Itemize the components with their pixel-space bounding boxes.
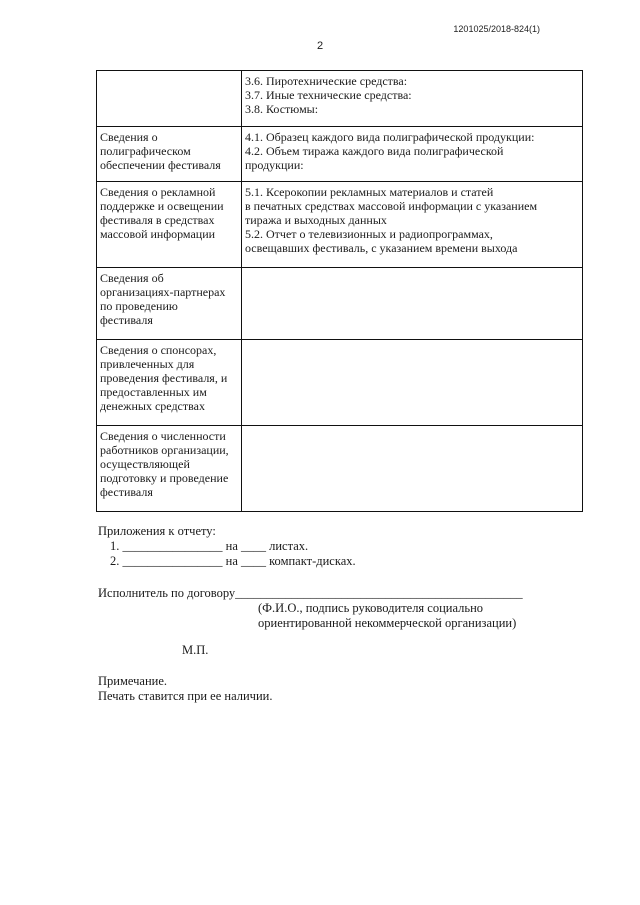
label-line: привлеченных для — [100, 357, 195, 371]
stamp-place: М.П. — [182, 643, 209, 657]
content-line: 4.1. Образец каждого вида полиграфической продукции: — [245, 130, 535, 144]
content-line: 3.8. Костюмы: — [245, 102, 319, 116]
table-row — [97, 268, 583, 340]
table-row — [97, 182, 583, 268]
content-line: 4.2. Объем тиража каждого вида полиграфической — [245, 144, 504, 158]
label-line: Сведения о спонсорах, — [100, 343, 217, 357]
executor-section — [98, 586, 523, 631]
row-label-cell — [97, 268, 242, 340]
appendix-section — [98, 524, 356, 569]
row-content-cell — [242, 426, 583, 512]
content-line: 3.7. Иные технические средства: — [245, 88, 412, 102]
label-line: предоставленных им — [100, 385, 207, 399]
row-content-cell — [242, 71, 583, 127]
content-line: 5.1. Ксерокопии рекламных материалов и статей — [245, 185, 494, 199]
row-label-cell — [97, 127, 242, 182]
signature-caption: (Ф.И.О., подпись руководителя социально — [258, 601, 484, 615]
label-line: проведения фестиваля, и — [100, 371, 228, 385]
label-line: подготовку и проведение — [100, 471, 229, 485]
content-line: продукции: — [245, 158, 304, 172]
document-number: 1201025/2018-824(1) — [453, 24, 540, 34]
content-line: 5.2. Отчет о телевизионных и радиопрограммах, — [245, 227, 493, 241]
note-section — [98, 674, 272, 704]
row-content-cell — [242, 127, 583, 182]
content-line: в печатных средствах массовой информации с указанием — [245, 199, 538, 213]
row-label-cell — [97, 71, 242, 127]
label-line: по проведению — [100, 299, 178, 313]
label-line: осуществляющей — [100, 457, 190, 471]
table-row — [97, 71, 583, 127]
row-label-cell — [97, 340, 242, 426]
label-line: массовой информации — [100, 227, 216, 241]
executor-line: Исполнитель по договору______________________________________________ — [98, 586, 523, 600]
report-table — [96, 70, 583, 512]
appendix-item: 1. ________________ на ____ листах. — [110, 539, 309, 553]
label-line: организациях-партнерах — [100, 285, 226, 299]
label-line: обеспечении фестиваля — [100, 158, 221, 172]
label-line: работников организации, — [100, 443, 229, 457]
label-line: Сведения о численности — [100, 429, 226, 443]
content-line: 3.6. Пиротехнические средства: — [245, 74, 408, 88]
row-content-cell — [242, 340, 583, 426]
table-row — [97, 426, 583, 512]
label-line: поддержке и освещении — [100, 199, 224, 213]
table-row — [97, 127, 583, 182]
appendix-item: 2. ________________ на ____ компакт-дисках. — [110, 554, 356, 568]
row-label-cell — [97, 426, 242, 512]
label-line: Сведения о — [100, 130, 158, 144]
page-number: 2 — [316, 40, 324, 52]
label-line: фестиваля — [100, 485, 153, 499]
signature-caption: ориентированной некоммерческой организации) — [258, 616, 517, 630]
label-line: полиграфическом — [100, 144, 191, 158]
row-content-cell — [242, 268, 583, 340]
label-line: фестиваля — [100, 313, 153, 327]
row-label-cell — [97, 182, 242, 268]
appendix-title: Приложения к отчету: — [98, 524, 216, 538]
content-line: тиража и выходных данных — [245, 213, 387, 227]
content-line: освещавших фестиваль, с указанием времени выхода — [245, 241, 518, 255]
note-text: Печать ставится при ее наличии. — [98, 689, 273, 703]
label-line: денежных средствах — [100, 399, 205, 413]
note-title: Примечание. — [98, 674, 168, 688]
label-line: фестиваля в средствах — [100, 213, 215, 227]
label-line: Сведения о рекламной — [100, 185, 216, 199]
row-content-cell — [242, 182, 583, 268]
table-row — [97, 340, 583, 426]
label-line: Сведения об — [100, 271, 164, 285]
